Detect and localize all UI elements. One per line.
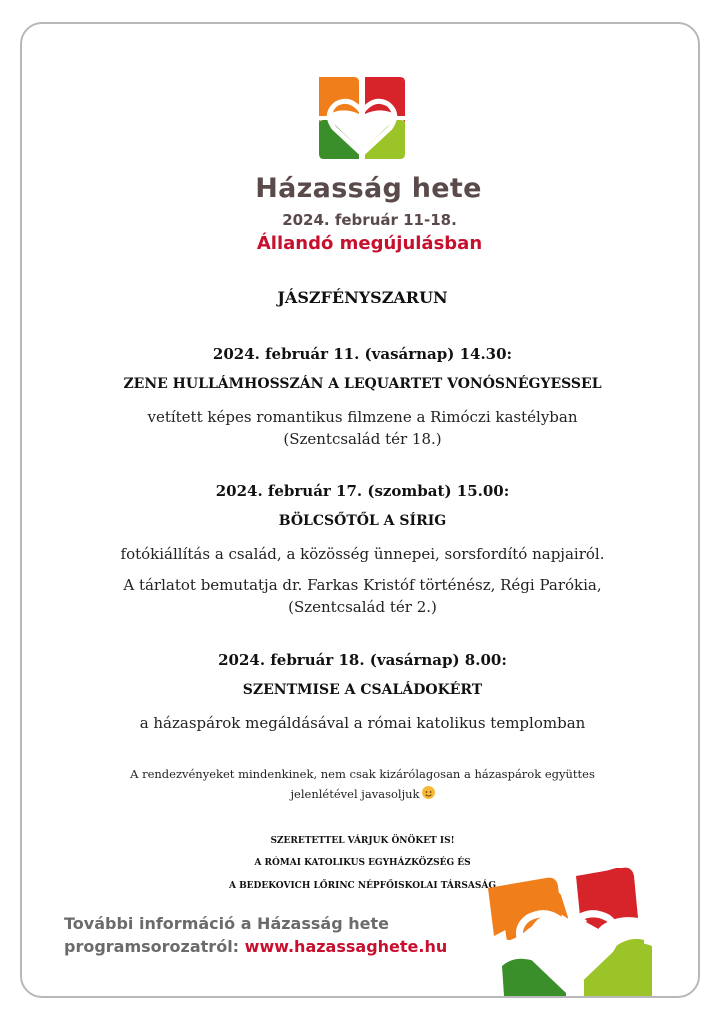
brand-title: Házasság hete <box>255 173 482 204</box>
brand-motto: Állandó megújulásban <box>256 233 483 254</box>
event-2-title: BÖLCSŐTŐL A SÍRIG <box>278 513 447 529</box>
closing-line-1: SZERETETTEL VÁRJUK ÖNÖKET IS! <box>270 836 455 846</box>
note-line-2: jelenlétével javasoljuk <box>290 787 420 801</box>
footer-info <box>64 912 447 958</box>
corner-heart-logo-icon <box>484 866 700 996</box>
closing-line-3: A BEDEKOVICH LŐRINC NÉPFŐISKOLAI TÁRSASÁG <box>228 881 497 891</box>
brand-dates: 2024. február 11-18. <box>282 211 457 229</box>
event-1-date: 2024. február 11. (vasárnap) 14.30: <box>212 345 513 363</box>
note-line-1: A rendezvényeket mindenkinek, nem csak kizárólagosan a házaspárok együttes <box>130 767 595 781</box>
event-2-line-1: fotókiállítás a család, a közösség ünnepei, sorsfordító napjairól. <box>120 545 605 563</box>
event-2-line-3: (Szentcsalád tér 2.) <box>288 598 437 616</box>
footer-line-2-prefix: programsorozatról: <box>64 937 240 956</box>
event-2-line-2: A tárlatot bemutatja dr. Farkas Kristóf történész, Régi Parókia, <box>123 576 602 594</box>
event-3-title: SZENTMISE A CSALÁDOKÉRT <box>242 682 483 698</box>
event-3-line-1: a házaspárok megáldásával a római katolikus templomban <box>139 714 586 732</box>
footer-line-2 <box>64 935 447 958</box>
smiling-face-icon <box>422 786 435 799</box>
event-2-date: 2024. február 17. (szombat) 15.00: <box>215 482 510 500</box>
poster-frame <box>20 22 700 998</box>
closing-line-2: A RÓMAI KATOLIKUS EGYHÁZKÖZSÉG ÉS <box>254 858 471 868</box>
event-1-line-2: (Szentcsalád tér 18.) <box>283 430 442 448</box>
event-3-date: 2024. február 18. (vasárnap) 8.00: <box>218 651 507 669</box>
event-1-line-1: vetített képes romantikus filmzene a Rimóczi kastélyban <box>147 408 578 426</box>
website-link[interactable]: www.hazassaghete.hu <box>244 937 448 956</box>
note-line-2-wrap <box>0 784 725 804</box>
event-1-title: ZENE HULLÁMHOSSZÁN A LEQUARTET VONÓSNÉGYESSEL <box>123 376 602 392</box>
footer-line-1: További információ a Házasság hete <box>64 914 389 933</box>
heart-tiles-logo-icon <box>316 74 408 162</box>
town-heading: JÁSZFÉNYSZARUN <box>277 288 448 307</box>
